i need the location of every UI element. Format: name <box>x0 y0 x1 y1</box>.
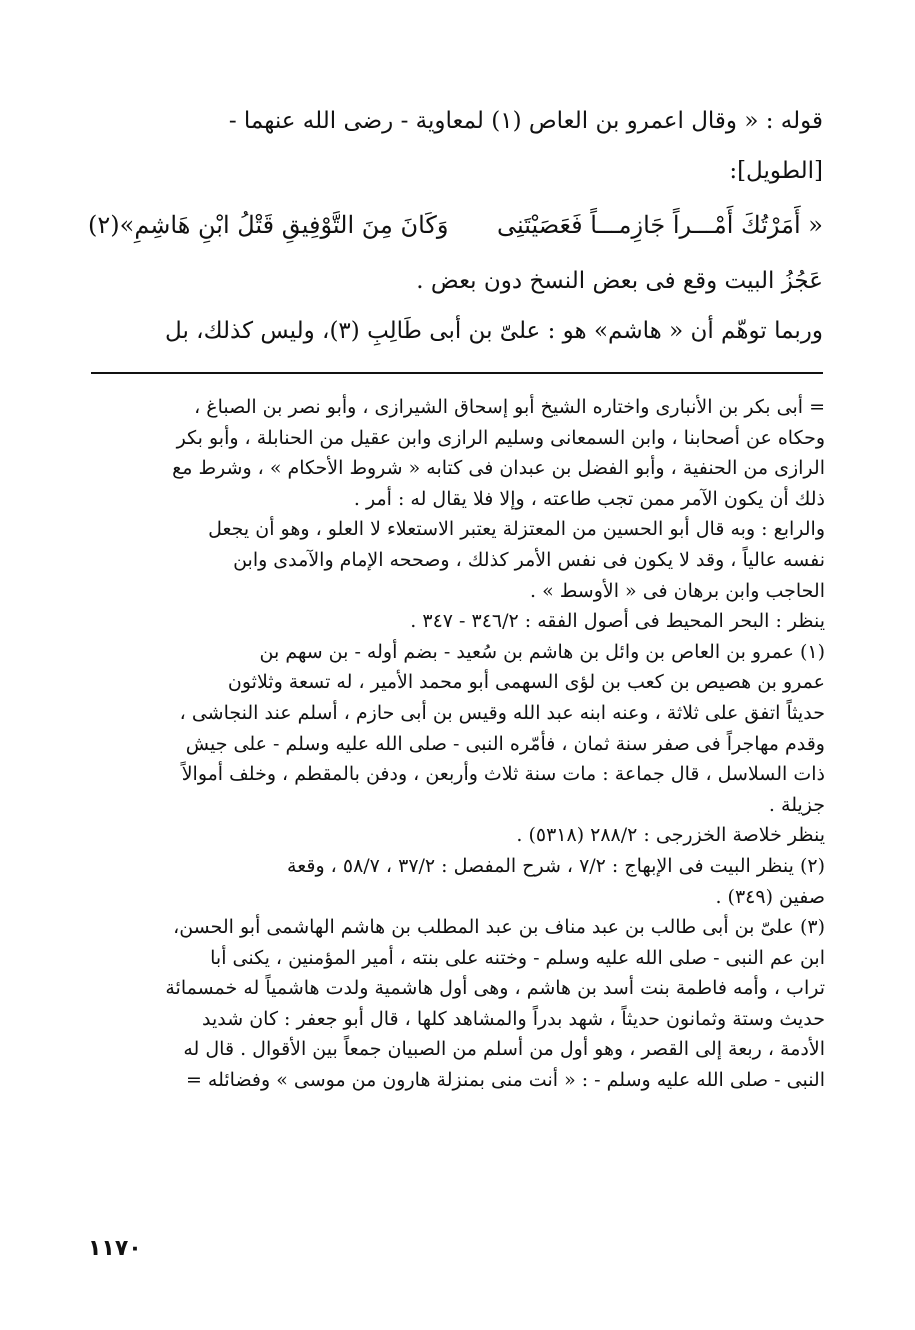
footnote-line: والرابع : وبه قال أبو الحسين من المعتزلة يعتبر الاستعلاء لا العلو ، وهو أن يجعل <box>208 518 825 541</box>
footnote-line: حديث وستة وثمانون حديثاً ، شهد بدراً والمشاهد كلها ، قال أبو جعفر : كان شديد <box>202 1007 825 1030</box>
main-line: عَجُزُ البيت وقع فى بعض النسخ دون بعض . <box>416 268 823 294</box>
footnote-line: جزيلة . <box>768 793 825 816</box>
footnote-line: ذات السلاسل ، قال جماعة : مات سنة ثلاث وأربعن ، ودفن بالمقطم ، وخلف أموالاً <box>181 763 825 786</box>
footnote-line: ذلك أن يكون الآمر ممن تجب طاعته ، وإلا فلا يقال له : أمر . <box>353 487 825 510</box>
footnote-divider <box>91 372 823 374</box>
verse-second-hemistich: وَكَانَ مِنَ التَّوْفِيقِ قَتْلُ ابْنِ هَاشِمِ»(٢) <box>88 211 449 239</box>
main-line: قوله : « وقال اعمرو بن العاص (١) لمعاوية - رضى الله عنهما - <box>228 108 823 134</box>
page-number: ١١٧٠ <box>88 1236 142 1261</box>
footnote-line: حديثاً اتفق على ثلاثة ، وعنه ابنه عبد الله وقيس بن أبى حازم ، أسلم عند النجاشى ، <box>179 701 825 724</box>
footnote-line: (٣) علىّ بن أبى طالب بن عبد مناف بن عبد المطلب بن هاشم الهاشمى أبو الحسن، <box>173 916 825 939</box>
footnote-line: (٢) ينظر البيت فى الإبهاج : ٧/٢ ، شرح المفصل : ٣٧/٢ ، ٥٨/٧ ، وقعة <box>287 854 825 877</box>
main-line: وربما توهّم أن « هاشم» هو : علىّ بن أبى طَالِبِ (٣)، وليس كذلك، بل <box>165 318 823 344</box>
footnote-line: صفين (٣٤٩) . <box>715 885 825 908</box>
main-text <box>88 98 823 358</box>
footnote-line: ينظر : البحر المحيط فى أصول الفقه : ٣٤٦/٢ - ٣٤٧ . <box>410 610 825 633</box>
footnote-line: عمرو بن هصيص بن كعب بن لؤى السهمى أبو محمد الأمير ، له تسعة وثلاثون <box>227 671 825 694</box>
footnote-line: الحاجب وابن برهان فى « الأوسط » . <box>530 579 825 602</box>
footnote-line: الرازى من الحنفية ، وأبو الفضل بن عبدان فى كتابه « شروط الأحكام » ، وشرط مع <box>172 457 825 480</box>
poem-verse <box>88 198 823 252</box>
footnote-line: النبى - صلى الله عليه وسلم - : « أنت منى بمنزلة هارون من موسى » وفضائله = <box>185 1069 825 1092</box>
footnote-line: وحكاه عن أصحابنا ، وابن السمعانى وسليم الرازى وابن عقيل من الحنابلة ، وأبو بكر <box>176 426 825 449</box>
footnote-line: تراب ، وأمه فاطمة بنت أسد بن هاشم ، وهى أول هاشمية ولدت هاشمياً له خمسمائة <box>165 977 825 1000</box>
footnote-line: نفسه عالياً ، وقد لا يكون فى نفس الأمر كذلك ، وصححه الإمام والآمدى وابن <box>233 548 825 571</box>
footnote-line: الأدمة ، ربعة إلى القصر ، وهو أول من أسلم من الصبيان جمعاً بين الأقوال . قال له <box>183 1038 825 1061</box>
footnote-line: ابن عم النبى - صلى الله عليه وسلم - وختنه على بنته ، أمير المؤمنين ، يكنى أبا <box>210 946 825 969</box>
verse-first-hemistich: « أَمَرْتُكَ أَمْـــراً جَازِمـــاً فَعَصَيْتَنِى <box>497 211 823 239</box>
footnote-line: (١) عمرو بن العاص بن وائل بن هاشم بن سُعيد - بضم أوله - بن سهم بن <box>259 640 825 663</box>
footnotes <box>88 392 825 1096</box>
footnote-line: وقدم مهاجراً فى صفر سنة ثمان ، فأمّره النبى - صلى الله عليه وسلم - على جيش <box>185 732 825 755</box>
footnote-line: = أبى بكر بن الأنبارى واختاره الشيخ أبو إسحاق الشيرازى ، وأبو نصر بن الصباغ ، <box>194 396 825 418</box>
footnote-line: ينظر خلاصة الخزرجى : ٢٨٨/٢ (٥٣١٨) . <box>516 824 825 847</box>
meter-label: [الطويل]: <box>729 158 823 184</box>
